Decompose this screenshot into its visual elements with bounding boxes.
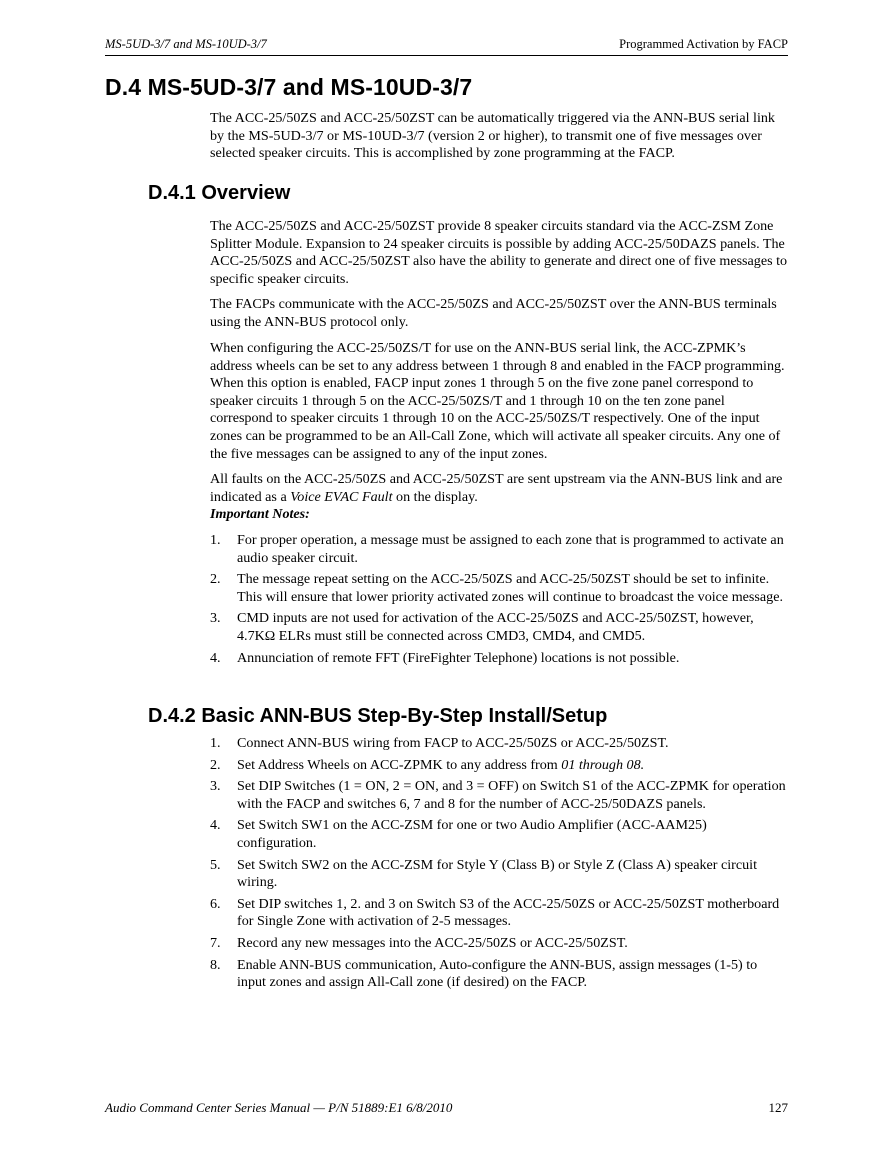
list-item-text: Set Address Wheels on ACC-ZPMK to any address from xyxy=(237,756,562,773)
list-item-text: Record any new messages into the ACC-25/50ZS or ACC-25/50ZST. xyxy=(237,934,628,951)
list-item xyxy=(210,650,788,668)
paragraph-4-text-start: All faults on the ACC-25/50ZS and ACC-25/50ZST are sent upstream via the ANN-BUS link and are indicated as a xyxy=(210,471,783,505)
list-item-text: Annunciation of remote FFT (FireFighter Telephone) locations is not possible. xyxy=(237,649,680,666)
list-item xyxy=(210,935,788,953)
overview-paragraph-3: When configuring the ACC-25/50ZS/T for use on the ANN-BUS serial link, the ACC-ZPMK’s address wheels can be set to any address between 1 through 8 and enabled in the FACP programming. When this option is enabled, FACP input zones 1 through 5 on the five zone panel correspond to speaker circuits 1 through 5 on the ACC-25/50ZS/T and 1 through 10 on the ten zone panel correspond to speaker circuits 1 through 10 on the ACC-25/50ZS/T respectively. One of the input zones can be programmed to be an All-Call Zone, which will activate all speaker circuits. Any one of the five messages can be assigned to any of the input zones. xyxy=(210,340,785,462)
list-item-number: 3. xyxy=(210,778,221,795)
footer-left-text: Audio Command Center Series Manual — P/N 51889:E1 6/8/2010 xyxy=(105,1100,453,1115)
list-item-number: 1. xyxy=(210,735,221,751)
header-left-text: MS-5UD-3/7 and MS-10UD-3/7 xyxy=(105,37,267,51)
list-item xyxy=(210,735,788,753)
list-item-text: Connect ANN-BUS wiring from FACP to ACC-25/50ZS or ACC-25/50ZST. xyxy=(237,735,669,751)
section-title: D.4 MS-5UD-3/7 and MS-10UD-3/7 xyxy=(105,74,473,100)
list-item-number: 6. xyxy=(210,895,221,912)
list-item-text: Set Switch SW1 on the ACC-ZSM for one or two Audio Amplifier (ACC-AAM25) configuration. xyxy=(237,817,707,851)
list-item-number: 4. xyxy=(210,817,221,834)
list-item xyxy=(210,571,788,606)
list-item-number: 4. xyxy=(210,649,221,666)
list-item-text: Enable ANN-BUS communication, Auto-configure the ANN-BUS, assign messages (1-5) to input zones and assign All-Call zone (if desired) on the FACP. xyxy=(237,956,758,991)
overview-title: D.4.1 Overview xyxy=(148,182,291,204)
list-item-number: 1. xyxy=(210,532,221,548)
list-item-italic: 01 through 08. xyxy=(561,756,645,773)
important-notes-list xyxy=(210,532,788,671)
setup-steps-list xyxy=(210,735,788,996)
list-item xyxy=(210,532,788,567)
list-item-text: CMD inputs are not used for activation of the ACC-25/50ZS and ACC-25/50ZST, however, 4.7KΩ ELRs must still be connected across CMD3, CMD4, and CMD5. xyxy=(237,610,754,644)
list-item xyxy=(210,757,788,775)
list-item xyxy=(210,896,788,931)
section-intro: The ACC-25/50ZS and ACC-25/50ZST can be automatically triggered via the ANN-BUS serial link by the MS-5UD-3/7 or MS-10UD-3/7 (version 2 or higher), to transmit one of five messages over selected speaker circuits. This is accomplished by zone programming at the FACP. xyxy=(210,110,775,162)
list-item-number: 8. xyxy=(210,956,221,973)
overview-paragraph-4 xyxy=(210,471,788,524)
paragraph-4-italic: Voice EVAC Fault xyxy=(290,488,393,505)
list-item xyxy=(210,957,788,992)
list-item-number: 7. xyxy=(210,934,221,951)
list-item xyxy=(210,857,788,892)
list-item-text: Set DIP switches 1, 2. and 3 on Switch S3 of the ACC-25/50ZS or ACC-25/50ZST motherboard for Single Zone with activation of 2-5 messages. xyxy=(237,895,780,930)
list-item-number: 2. xyxy=(210,756,221,773)
list-item-number: 3. xyxy=(210,610,221,627)
list-item xyxy=(210,817,788,852)
overview-paragraph-2: The FACPs communicate with the ACC-25/50ZS and ACC-25/50ZST over the ANN-BUS terminals using the ANN-BUS protocol only. xyxy=(210,296,777,330)
list-item-text: Set Switch SW2 on the ACC-ZSM for Style Y (Class B) or Style Z (Class A) speaker circuit wiring. xyxy=(237,856,757,891)
page-number: 127 xyxy=(768,1100,788,1115)
list-item-number: 5. xyxy=(210,856,221,873)
important-notes-title: Important Notes: xyxy=(210,506,310,523)
list-item-number: 2. xyxy=(210,571,221,588)
list-item xyxy=(210,610,788,645)
list-item xyxy=(210,778,788,813)
list-item-text: For proper operation, a message must be assigned to each zone that is programmed to activate an audio speaker circuit. xyxy=(237,532,784,566)
paragraph-4-text-end: on the display. xyxy=(392,488,478,505)
page-header xyxy=(105,37,788,56)
list-item-text: Set DIP Switches (1 = ON, 2 = ON, and 3 = OFF) on Switch S1 of the ACC-ZPMK for operation with the FACP and switches 6, 7 and 8 for the number of ACC-25/50DAZS panels. xyxy=(237,778,786,812)
header-right-text: Programmed Activation by FACP xyxy=(619,37,788,51)
setup-title: D.4.2 Basic ANN-BUS Step-By-Step Install/Setup xyxy=(148,705,608,727)
list-item-text: The message repeat setting on the ACC-25/50ZS and ACC-25/50ZST should be set to infinite. This will ensure that lower priority activated zones will continue to broadcast the voice message. xyxy=(237,571,783,605)
overview-paragraph-1: The ACC-25/50ZS and ACC-25/50ZST provide 8 speaker circuits standard via the ACC-ZSM Zone Splitter Module. Expansion to 24 speaker circuits is possible by adding ACC-25/50DAZS panels. The ACC-25/50ZS and ACC-25/50ZST also have the ability to generate and direct one of five messages to specific speaker circuits. xyxy=(210,218,788,287)
